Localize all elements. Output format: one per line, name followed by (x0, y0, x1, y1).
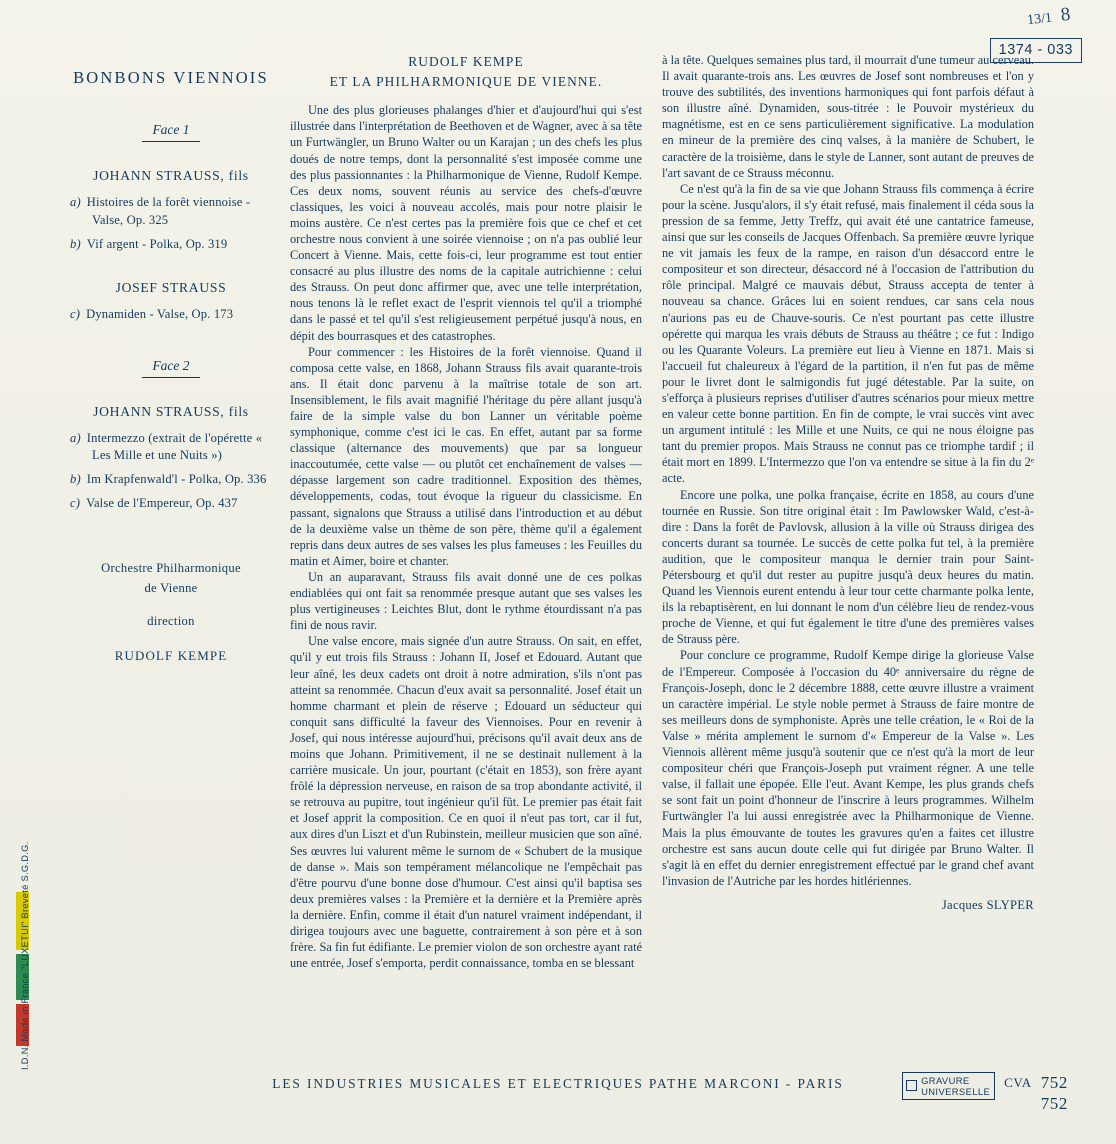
track-item (70, 471, 272, 489)
handwritten-number: 8 (1059, 3, 1071, 26)
track-item (70, 306, 272, 324)
track-letter: a) (70, 430, 81, 445)
article-paragraph: Une des plus glorieuses phalanges d'hier et d'aujourd'hui qui s'est illustrée dans l'interprétation de Beethoven et de Wagner, avec à sa tête un Furtwängler, un Bruno Walter ou un Karajan ; un des chefs les plus doués de notre temps, dont la personnalité s'est imposée comme une des plus passionnantes : la Philharmonique de Vienne, Rudolf Kempe. Ces deux noms, souvent réunis au service des chefs-d'œuvre classiques, les voici à nouveau accolés, mais pour notre plaisir le moins austère. Ce n'est certes pas la première fois que ce chef et cet orchestre nous convient à une soirée viennoise ; on n'a pas oublié leur Concert à Vienne. Mais, cette fois-ci, leur programme est tout entier consacré au plus illustre des noms de la capitale autrichienne : celui des Strauss. On peut donc affirmer que, avec une telle interprétation, nous tenons là le reflet exact de l'esprit viennois tel qu'il a triomphé dans le passé et tel qu'il s'est religieusement perpétué jusqu'à nous, en dépit des bourrasques et des catastrophes. (290, 103, 642, 343)
direction-label: direction (147, 614, 195, 629)
article-paragraph: Ce n'est qu'à la fin de sa vie que Johann Strauss fils commença à écrire pour la scène. Jusqu'alors, il s'y était refusé, mais finalement il céda sous la pression de sa femme, Jetty Treffz, qui avait été une cantatrice fameuse, ainsi que sur les conseils de Jacques Offenbach. Sa première œuvre lyrique ne vit jamais les feux de la rampe, en raison d'un désaccord entre le compositeur et son directeur, désaccord né à l'occasion de l'attribution du rôle principal. Malgré ce mauvais début, Strauss accepta de tenter à nouveau sa chance. Grâces lui en soient rendues, car sans cela nous n'aurions pas eu de Chauve-souris. Ce n'est pourtant pas cette illustre opérette qui marqua les vrais débuts de Strauss au théâtre ; ce fut : Indigo ou les Quarante Voleurs. La première eut lieu à Vienne en 1871. Mais si l'accueil fut chaleureux à l'égard de la partition, il n'en fut pas de même pour le livret dont le salmigondis fut jugé détestable. Par la suite, on s'efforça à plusieurs reprises d'utiliser d'autres scénarios pour mieux mettre en valeur cette bonne partition. En fin de compte, le vrai succès vint avec un argument intitulé : les Mille et une Nuits, ce qui ne nous éloigne pas tant du premier propos. Mais Strauss ne connut pas ce triomphe tardif ; il était mort en 1899. L'Intermezzo que l'on va entendre se situe à la fin du 2ᵉ acte. (662, 181, 1034, 486)
track-letter: c) (70, 496, 81, 511)
handwritten-annotation (1026, 4, 1071, 30)
spine-manufacturer-text: I.D.N. Made in France "LUXETUI" Breveté S.G.D.G. (20, 841, 30, 1070)
handwritten-fraction: 13/1 (1026, 10, 1053, 29)
catalog-number-2: 752 (1040, 1093, 1068, 1113)
gravure-universelle-logo (902, 1072, 995, 1100)
gravure-text (921, 1075, 990, 1097)
reference-stamp: 1374 - 033 (990, 38, 1082, 63)
track-title: Im Krapfenwald'l - Polka, Op. 336 (86, 472, 267, 487)
track-title: Histoires de la forêt viennoise - Valse, Op. 325 (86, 195, 251, 227)
face-1-label: Face 1 (70, 122, 272, 142)
article-paragraph: Une valse encore, mais signée d'un autre Strauss. On sait, en effet, qu'il y eut trois fils Strauss : Johann II, Josef et Edouard. Autant que leur aîné, les deux cadets ont droit à notre admiration, s'ils n'ont pas atteint sa renommée. Chacun d'eux avait sa personnalité. Josef était un homme charmant et plein de réserve ; Edouard un séducteur qui conquit sans difficulté la faveur des Viennoises. Pour en revenir à Josef, qui nous intéresse aujourd'hui, précisons qu'il avait deux ans de moins que Johann. Primitivement, il ne se destinait nullement à la carrière musicale. Un jour, pourtant (c'était en 1853), son frère ayant frôlé la dépression nerveuse, en raison de sa trop abondante activité, il se retrouva au pupitre, tout ingénieur qu'il fût. Le premier pas était fait et Josef apprit la composition. Ce en quoi il n'eut pas tort, car il fut, aux dires d'un Liszt et d'un Rubinstein, meilleur musicien que son aîné. Ses œuvres lui valurent même le surnom de « Schubert de la musique de danse ». Mais son tempérament mélancolique ne l'empêchait pas d'être pourvu d'une bonne dose d'humour. C'est ainsi qu'il baptisa ses deux premières valses : la Première et la dernière et la Première après la dernière. Enfin, comme il était d'un naturel vraiment indépendant, il dirigea toujours avec une baguette, contrairement à son père et à son frère. Sa fin fut édifiante. Le premier violon de son orchestre ayant raté une entrée, Josef s'emporta, perdit connaissance, tomba en se blessant (290, 634, 642, 971)
article-heading-line-2: ET LA PHILHARMONIQUE DE VIENNE. (329, 74, 603, 90)
face-2-label: Face 2 (70, 358, 272, 378)
orchestra-line-1: Orchestre Philharmonique (101, 561, 241, 575)
catalog-block (902, 1072, 1068, 1115)
gravure-line-2: UNIVERSELLE (921, 1085, 991, 1097)
track-letter: a) (70, 195, 81, 209)
performer-credits (70, 559, 272, 666)
track-title: Dynamiden - Valse, Op. 173 (86, 306, 234, 321)
article-column-left (290, 52, 662, 971)
track-item (70, 430, 272, 466)
catalog-numbers (1041, 1072, 1068, 1115)
article-paragraph: Pour conclure ce programme, Rudolf Kempe dirige la glorieuse Valse de l'Empereur. Composée à l'occasion du 40ᵉ anniversaire du règne de François-Joseph, donc le 2 décembre 1888, cette œuvre illustre a vraiment un caractère impérial. Le style noble permet à Strauss de faire montre de ses meilleurs dons de symphoniste. Après une telle création, le « Roi de la Valse » mérita amplement le surnom d'« Empereur de la Valse ». Les Viennois allèrent même jusqu'à soutenir que ce n'est qu'à la mort de leur compositeur chéri que François-Joseph put vraiment régner. A une telle valse, il fallait une épopée. Elle l'eut. Avant Kempe, les plus grands chefs se sont fait un point d'honneur de l'inscrire à leurs programmes. Wilhelm Furtwängler l'a lui aussi enregistrée avec la Philharmonique de Vienne. Mais la plus émouvante de toutes les gravures qu'en a faites cet illustre orchestre est sans aucun doute celle qui fut dirigée par Bruno Walter. Il s'agit là en effet du dernier enregistrement effectué par le grand chef avant l'invasion de l'Autriche par les hordes hitlériennes. (662, 648, 1034, 888)
track-item (70, 194, 272, 230)
track-title: Vif argent - Polka, Op. 319 (86, 236, 228, 251)
track-title: Intermezzo (extrait de l'opérette « Les Mille et une Nuits ») (86, 430, 263, 463)
article-paragraph: Pour commencer : les Histoires de la forêt viennoise. Quand il composa cette valse, en 1868, Johann Strauss fils avait quarante-trois ans. Il était donc parvenu à la maîtrise totale de son art. Insensiblement, le fils avait magnifié l'héritage du père allant jusqu'à faire de la simple valse du bon Lanner un véritable poème symphonique, comme c'est ici le cas. En effet, autant par sa forme classique (alternance des mouvements) que par sa longueur inaccoutumée, cette valse — ou plutôt cet enchaînement de valses — dépasse largement son cadre traditionnel. Exposition des thèmes, développements, codas, tout évoque la rigueur du classicisme. En passant, signalons que Strauss a utilisé dans l'introduction et au début de la deuxième valse un thème de son père, thème qu'il a également repris dans deux autres de ses valses les plus fameuses : les Feuilles du matin et Aimer, boire et chanter. (290, 344, 642, 568)
article-heading (290, 52, 642, 92)
track-item (70, 495, 272, 513)
orchestra-line-2: de Vienne (144, 580, 198, 595)
article-heading-line-1: RUDOLF KEMPE (408, 54, 524, 69)
composer-name: JOHANN STRAUSS, fils (93, 403, 249, 419)
catalog-number-1: 752 (1040, 1072, 1068, 1092)
conductor-name: RUDOLF KEMPE (114, 647, 228, 663)
article-paragraph: Un an auparavant, Strauss fils avait donné une de ces polkas endiablées qui ont fait sa renommée presque autant que ses valses les plus vertigineuses : Leichtes Blut, dont le rythme étourdissant n'a pas fini de nous ravir. (290, 569, 642, 633)
gravure-square-icon (906, 1080, 917, 1091)
gravure-line-1: GRAVURE (921, 1074, 970, 1086)
content-columns (70, 52, 1034, 971)
track-letter: c) (70, 306, 81, 321)
cva-label: CVA (1004, 1074, 1032, 1090)
track-title: Valse de l'Empereur, Op. 437 (86, 496, 238, 511)
composer-name: JOHANN STRAUSS, fils (93, 168, 249, 183)
article-signature: Jacques SLYPER (941, 897, 1034, 912)
article-paragraph: à la tête. Quelques semaines plus tard, il mourrait d'une tumeur au cerveau. Il avait quarante-trois ans. Les œuvres de Josef sont nombreuses et l'on y trouve des subtilités, des inventions harmoniques qui font parfois défaut à son illustre aîné. Dynamiden, sous-titrée : le Pouvoir mystérieux du magnétisme, est en ce sens particulièrement significative. La modulation en mineur de la première des cinq valses, à la manière de Schubert, le caractère de la troisième, dans le style de Lanner, sont autant de preuves de l'art savant de ce Strauss méconnu. (662, 53, 1034, 180)
article-column-right (662, 52, 1034, 971)
track-letter: b) (70, 236, 81, 251)
track-item (70, 236, 272, 254)
album-title: BONBONS VIENNOIS (73, 68, 269, 87)
track-letter: b) (70, 472, 81, 487)
composer-name: JOSEF STRAUSS (115, 279, 227, 295)
publisher-footer: LES INDUSTRIES MUSICALES ET ELECTRIQUES PATHE MARCONI - PARIS (272, 1076, 844, 1091)
tracklist-column (70, 52, 290, 971)
article-paragraph: Encore une polka, une polka française, écrite en 1858, au cours d'une tournée en Russie. Son titre original était : Im Pawlowsker Wald, c'est-à-dire : Dans la forêt de Pavlovsk, allusion à la ville où Strauss dirigea des concerts durant sa tournée. Le succès de cette polka fut tel, à la première audition, que le compositeur manqua le dernier train pour Saint-Pétersbourg et qu'il dut rester au pupitre jusqu'à deux heures du matin. Quand les Viennois eurent entendu à leur tour cette charmante polka lente, ils la rebaptisèrent, en lui donnant le nom d'un célèbre lieu de rendez-vous proche de Vienne, et qui fut également le titre d'une des premières valses de Strauss père. (662, 487, 1034, 647)
